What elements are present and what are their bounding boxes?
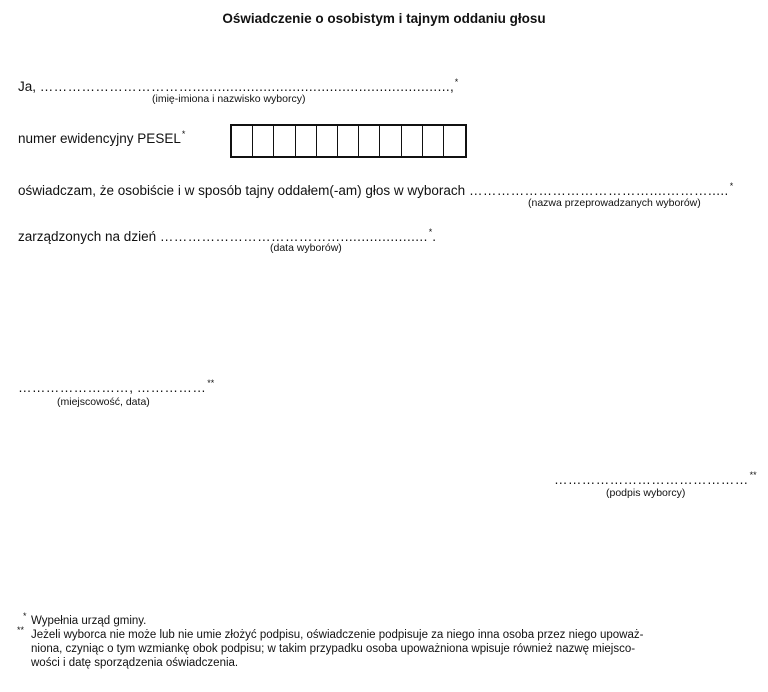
- pesel-cell[interactable]: [274, 126, 295, 156]
- signature-caption: (podpis wyborcy): [606, 487, 686, 499]
- election-date-footnote-mark: *: [428, 227, 433, 237]
- election-date-caption: (data wyborów): [270, 242, 342, 254]
- name-footnote-mark: *: [454, 77, 459, 87]
- pesel-label: numer ewidencyjny PESEL: [18, 131, 181, 146]
- place-date-footnote-mark: **: [207, 378, 215, 388]
- pesel-cell[interactable]: [402, 126, 423, 156]
- pesel-cell[interactable]: [359, 126, 380, 156]
- declaration-footnote-mark: *: [729, 181, 734, 191]
- document-title: Oświadczenie o osobistym i tajnym oddaniu głosu: [222, 11, 546, 26]
- name-field[interactable]: ……………………………..............................................................: [39, 79, 451, 94]
- pesel-cell[interactable]: [296, 126, 317, 156]
- pesel-label-line: [18, 129, 185, 146]
- footnote-2-line-1: Jeżeli wyborca nie może lub nie umie złożyć podpisu, oświadczenie podpisuje za niego inna osoba przez niego upoważ-: [31, 629, 644, 641]
- pesel-footnote-mark: *: [181, 129, 186, 139]
- date-field[interactable]: ……………: [136, 380, 207, 395]
- election-date-line: [18, 227, 436, 244]
- name-comma: ,: [450, 79, 454, 94]
- pesel-boxes[interactable]: [230, 124, 467, 158]
- footnote-1-text: Wypełnia urząd gminy.: [31, 615, 147, 627]
- signature-footnote-mark: **: [749, 470, 757, 480]
- place-field[interactable]: ……………………: [18, 380, 130, 395]
- name-line: [18, 77, 458, 94]
- pesel-cell[interactable]: [232, 126, 253, 156]
- pesel-cell[interactable]: [338, 126, 359, 156]
- election-date-period: .: [432, 229, 437, 244]
- election-name-field[interactable]: …………………………………....……….....: [468, 183, 729, 198]
- place-date-caption: (miejscowość, data): [57, 396, 150, 408]
- declaration-line: [18, 181, 733, 198]
- pesel-cell[interactable]: [253, 126, 274, 156]
- place-date-separator: ,: [129, 380, 133, 395]
- pesel-cell[interactable]: [317, 126, 338, 156]
- signature-field[interactable]: ……………………………………: [554, 472, 749, 487]
- name-label: Ja,: [18, 79, 37, 94]
- footnote-2-mark: **: [17, 625, 25, 635]
- election-date-label: zarządzonych na dzień: [18, 229, 157, 244]
- election-name-caption: (nazwa przeprowadzanych wyborów): [528, 197, 701, 209]
- footnote-2-line-3: wości i datę sporządzenia oświadczenia.: [31, 657, 239, 669]
- name-caption: (imię-imiona i nazwisko wyborcy): [152, 93, 306, 105]
- footnote-2-line-2: niona, czyniąc o tym wzmiankę obok podpisu; w takim przypadku osoba upoważniona wpisuje również nazwę miejsco-: [31, 643, 636, 655]
- footnote-1-mark: *: [23, 611, 27, 621]
- pesel-cell[interactable]: [423, 126, 444, 156]
- election-date-field[interactable]: ………………………………….....................: [159, 229, 428, 244]
- pesel-cell[interactable]: [444, 126, 465, 156]
- pesel-cell[interactable]: [380, 126, 401, 156]
- declaration-text: oświadczam, że osobiście i w sposób tajny oddałem(-am) głos w wyborach: [18, 183, 466, 198]
- place-date-line: [18, 378, 214, 395]
- signature-line: [554, 470, 757, 487]
